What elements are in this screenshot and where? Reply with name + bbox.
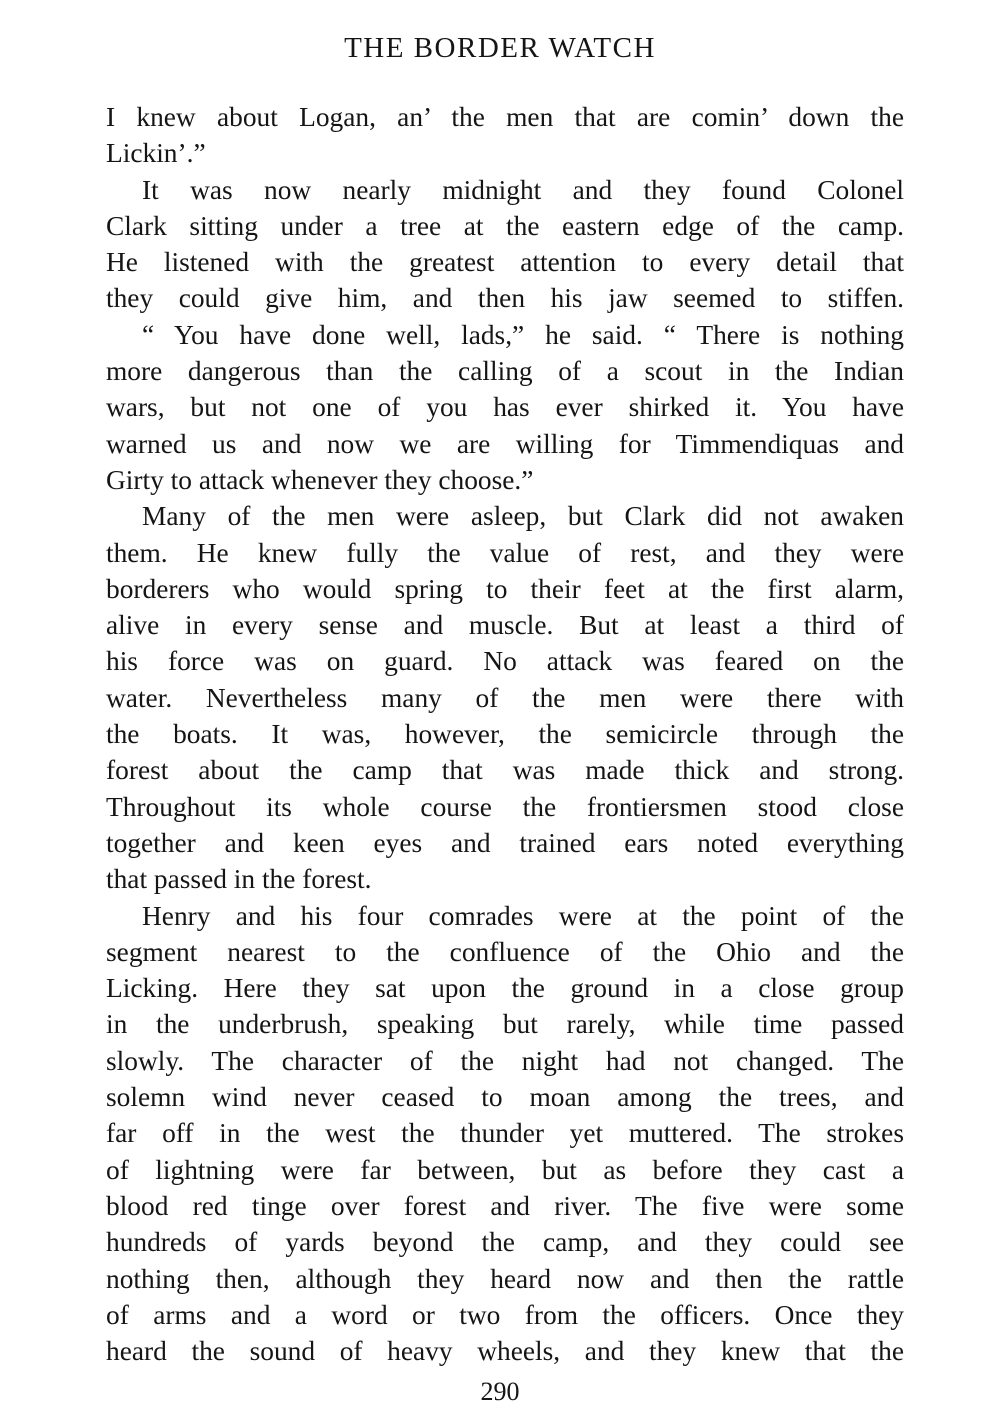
text-line: of arms and a word or two from the officers. Once they [106,1299,904,1330]
text-line: nothing then, although they heard now and then the rattle [106,1263,904,1294]
text-line: more dangerous than the calling of a scout in the Indian [106,356,904,387]
text-line: warned us and now we are willing for Timmendiquas and [106,428,904,459]
text-line: the boats. It was, however, the semicircle through the [106,719,904,750]
text-line: solemn wind never ceased to moan among the trees, and [106,1082,904,1113]
text-line: of lightning were far between, but as before they cast a [106,1154,904,1185]
paragraph [106,172,904,317]
body-text [106,99,904,1369]
text-line: Girty to attack whenever they choose.” [106,464,534,495]
text-line: in the underbrush, speaking but rarely, while time passed [106,1009,904,1040]
text-line: his force was on guard. No attack was feared on the [106,646,904,677]
text-line: them. He knew fully the value of rest, and they were [106,537,904,568]
text-line: forest about the camp that was made thick and strong. [106,755,904,786]
text-line: segment nearest to the confluence of the Ohio and the [106,936,904,967]
text-line: Henry and his four comrades were at the point of the [142,900,904,931]
text-line: wars, but not one of you has ever shirked it. You have [106,392,904,423]
text-line: Licking. Here they sat upon the ground in a close group [106,973,904,1004]
text-line: Lickin’.” [106,138,206,169]
text-line: slowly. The character of the night had not changed. The [106,1045,904,1076]
paragraph [106,317,904,498]
text-line: Many of the men were asleep, but Clark did not awaken [142,501,904,532]
text-line: that passed in the forest. [106,864,372,895]
text-line: blood red tinge over forest and river. The five were some [106,1190,904,1221]
paragraph [106,498,904,897]
text-line: heard the sound of heavy wheels, and they knew that the [106,1336,904,1367]
text-line: He listened with the greatest attention to every detail that [106,247,904,278]
text-line: water. Nevertheless many of the men were there with [106,682,904,713]
text-line: borderers who would spring to their feet at the first alarm, [106,573,904,604]
text-line: It was now nearly midnight and they found Colonel [142,174,904,205]
text-line: together and keen eyes and trained ears noted everything [106,827,904,858]
paragraph [106,898,904,1370]
running-head: THE BORDER WATCH [344,32,656,64]
text-line: I knew about Logan, an’ the men that are comin’ down the [106,102,904,132]
paragraph [106,99,904,172]
text-line: far off in the west the thunder yet muttered. The strokes [106,1118,904,1149]
page-number: 290 [480,1377,520,1406]
text-line: Throughout its whole course the frontiersmen stood close [106,791,904,822]
text-line: they could give him, and then his jaw seemed to stiffen. [106,283,904,314]
text-line: alive in every sense and muscle. But at least a third of [106,610,904,641]
text-line: “ You have done well, lads,” he said. “ There is nothing [142,319,904,350]
text-line: Clark sitting under a tree at the eastern edge of the camp. [106,210,904,241]
text-line: hundreds of yards beyond the camp, and they could see [106,1227,904,1258]
